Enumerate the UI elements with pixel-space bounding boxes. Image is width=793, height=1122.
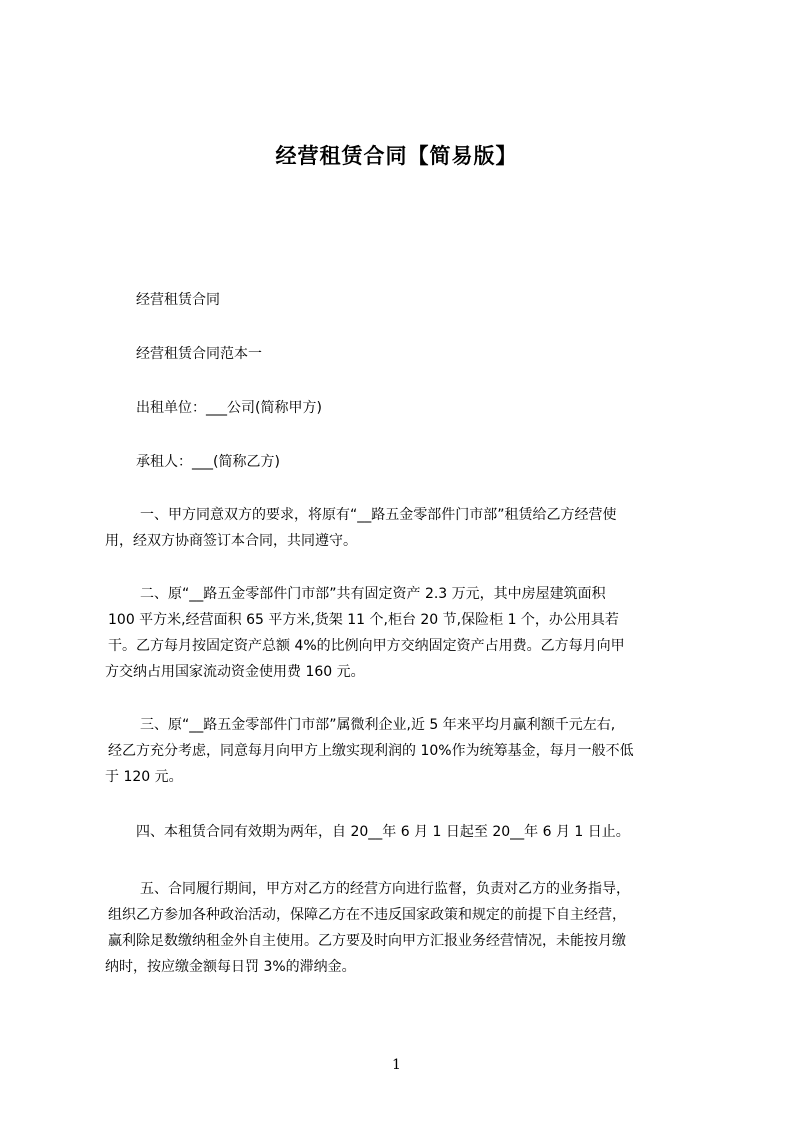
heading-line: 经营租赁合同范本一 [136, 346, 262, 362]
clause-line: 经乙方充分考虑，同意每月向甲方上缴实现利润的 10%作为统筹基金，每月一般不低 [108, 743, 634, 759]
heading-line: 经营租赁合同 [136, 292, 220, 308]
clause-line: 赢利除足数缴纳租金外自主使用。乙方要及时向甲方汇报业务经营情况，未能按月缴 [108, 933, 626, 949]
clause-line: 一、甲方同意双方的要求，将原有“__路五金零部件门市部”租赁给乙方经营使 [140, 507, 617, 523]
clause-line: 纳时，按应缴金额每日罚 3%的滞纳金。 [105, 959, 356, 975]
page-number: 1 [392, 1057, 401, 1073]
clause-line: 100 平方米,经营面积 65 平方米,货架 11 个,柜台 20 节,保险柜 1 个，办公用具若 [108, 612, 619, 628]
document-title: 经营租赁合同【简易版】 [275, 144, 518, 168]
clause-line: 二、原“__路五金零部件门市部”共有固定资产 2.3 万元，其中房屋建筑面积 [140, 586, 606, 602]
clause-line: 三、原“__路五金零部件门市部”属微利企业,近 5 年来平均月赢利额千元左右, [140, 717, 616, 733]
clause-line: 于 120 元。 [105, 769, 183, 785]
clause-line: 五、合同履行期间，甲方对乙方的经营方向进行监督，负责对乙方的业务指导， [140, 881, 630, 897]
clause-line: 用，经双方协商签订本合同，共同遵守。 [105, 533, 357, 549]
lessor-line: 出租单位：___公司(简称甲方) [136, 400, 322, 416]
lessee-line: 承租人：___(简称乙方) [136, 454, 280, 470]
clause-line: 组织乙方参加各种政治活动，保障乙方在不违反国家政策和规定的前提下自主经营， [108, 907, 626, 923]
clause-line: 四、本租赁合同有效期为两年，自 20__年 6 月 1 日起至 20__年 6 月 1 日止。 [136, 824, 630, 840]
clause-line: 方交纳占用国家流动资金使用费 160 元。 [105, 664, 365, 680]
clause-line: 干。乙方每月按固定资产总额 4%的比例向甲方交纳固定资产占用费。乙方每月向甲 [108, 638, 625, 654]
